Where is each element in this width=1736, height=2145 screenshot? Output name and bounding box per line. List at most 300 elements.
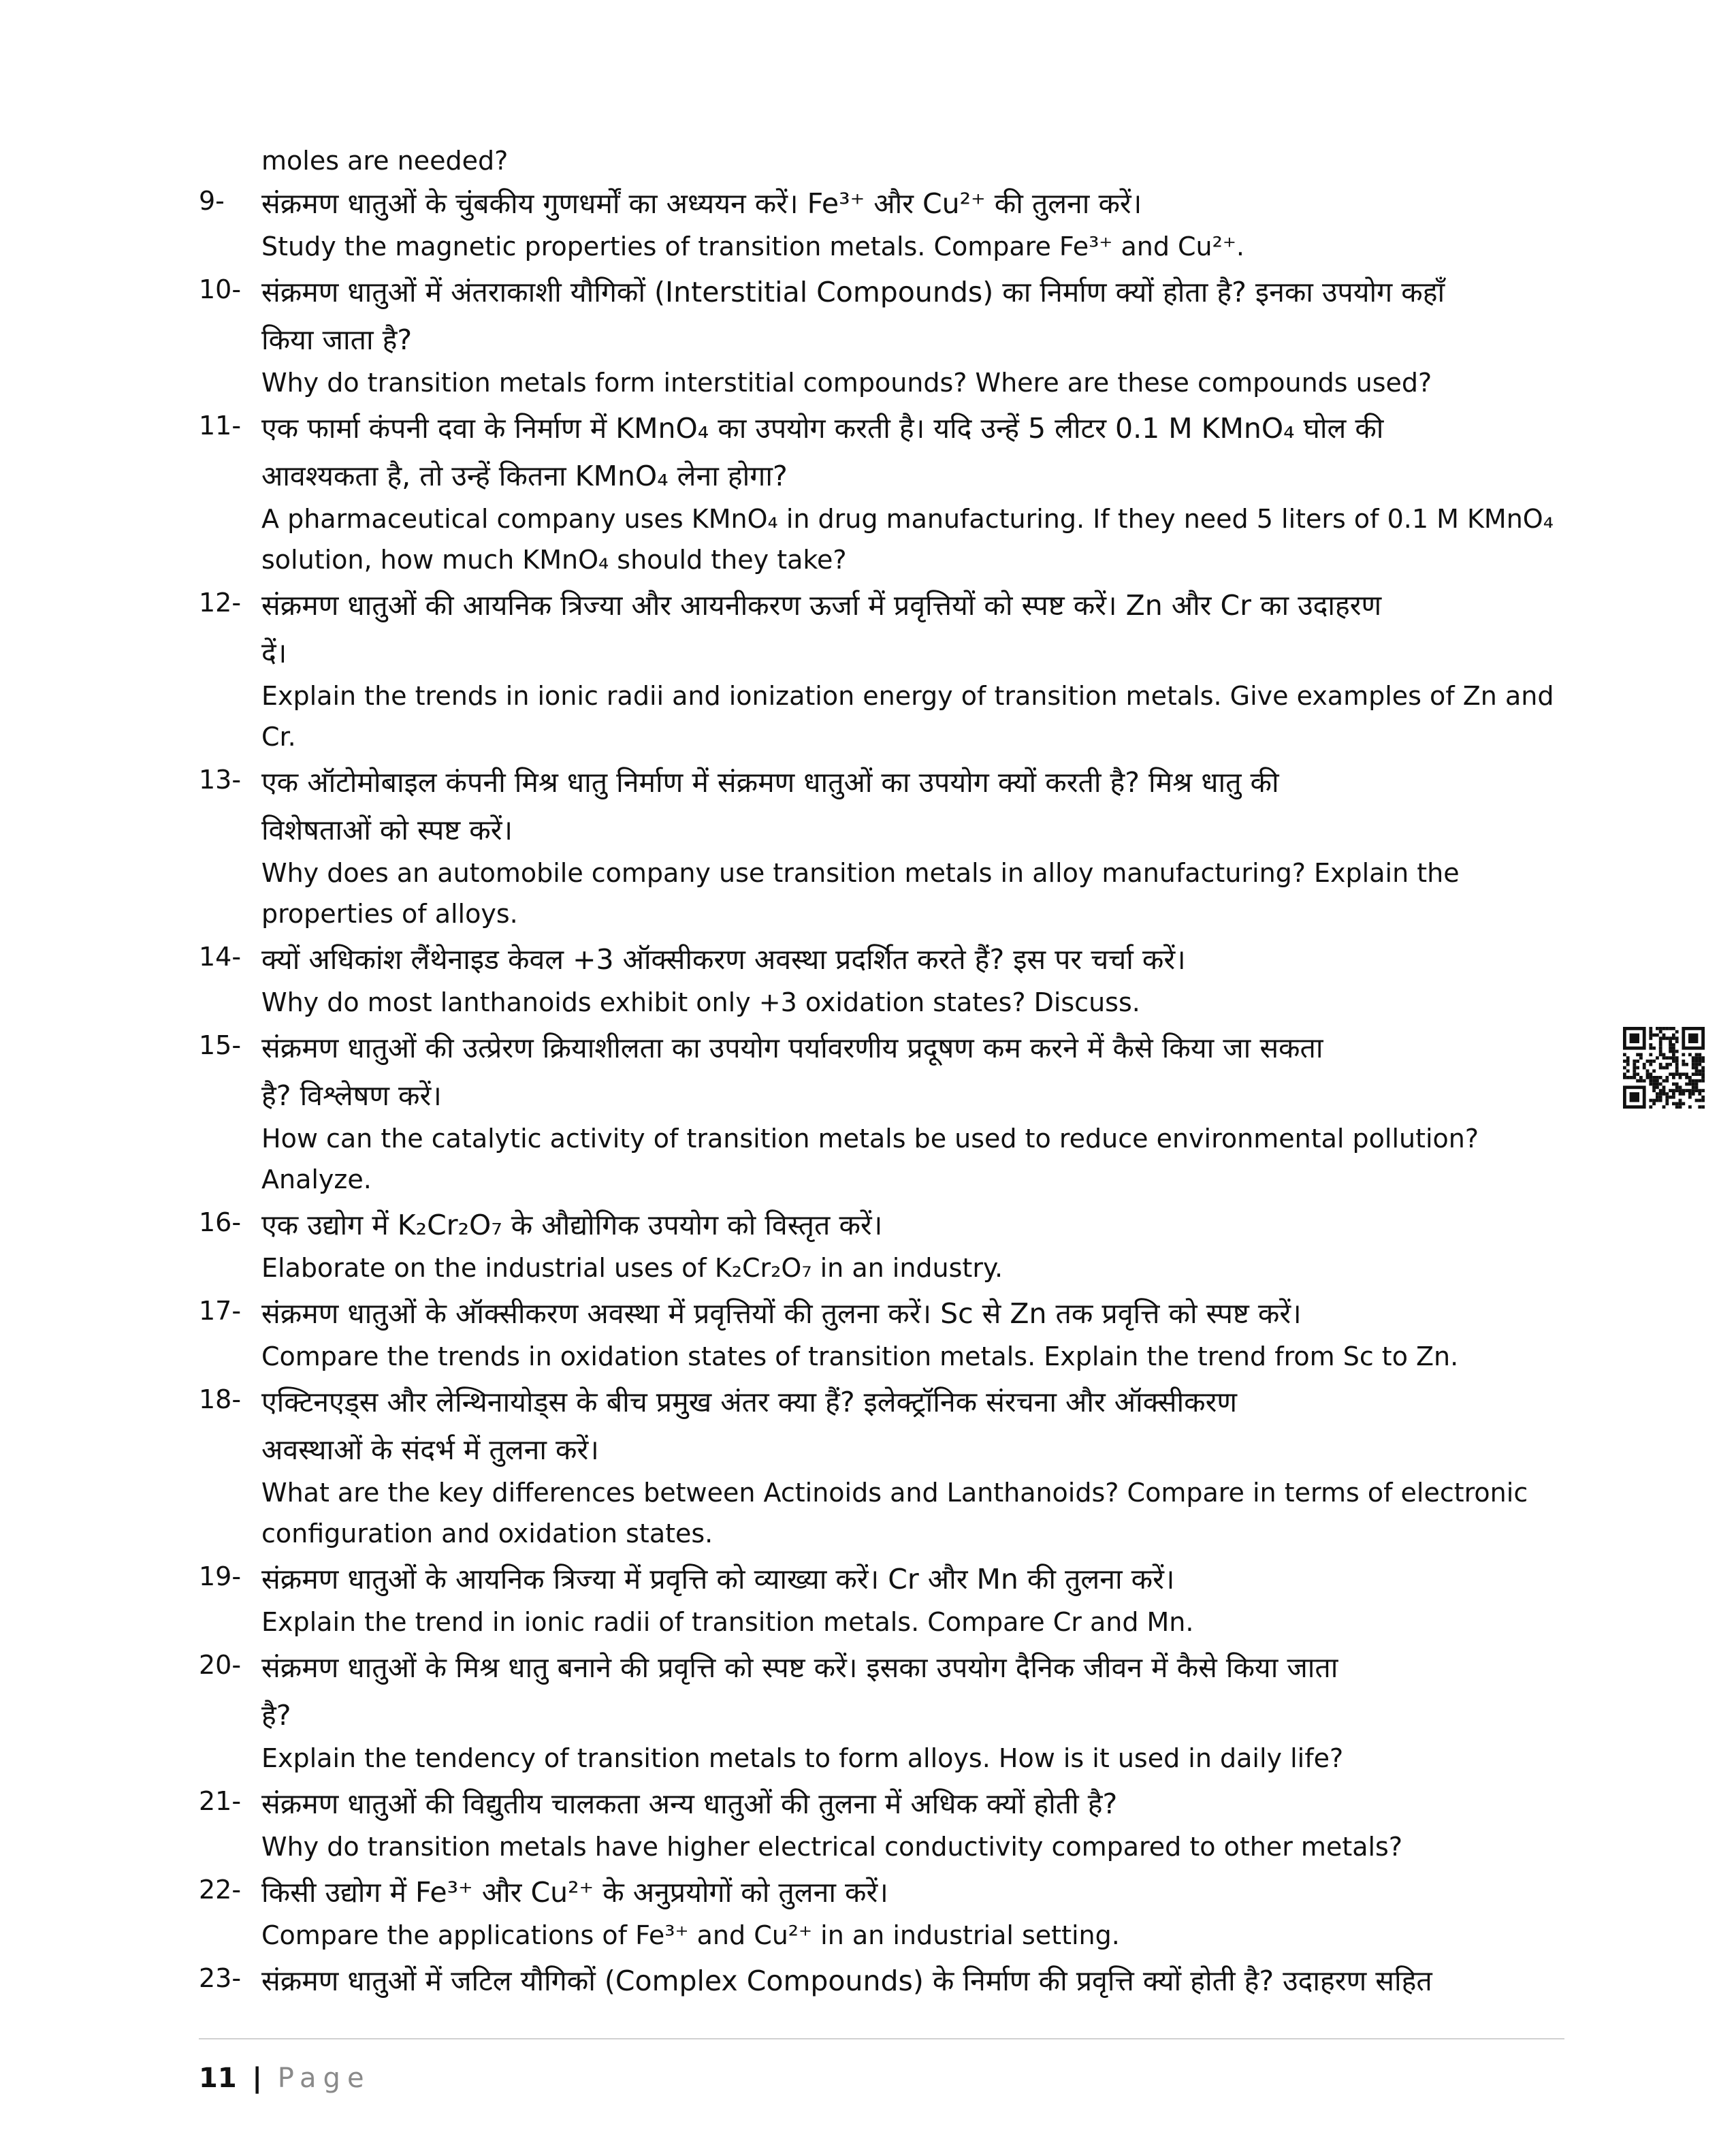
question-body [261,759,1560,936]
qr-module [1665,1063,1669,1066]
question-number: 10- [199,274,242,304]
qr-module [1688,1034,1698,1043]
qr-module [1669,1027,1672,1030]
question-english-line: What are the key differences between Actinoids and Lanthanoids? Compare in terms of electronic [261,1478,1528,1508]
question-hindi-line: है? विश्लेषण करें। [261,1079,442,1112]
qr-module [1698,1072,1701,1076]
qr-module [1659,1083,1662,1086]
qr-module [1701,1072,1705,1076]
qr-module [1633,1066,1636,1070]
question-item [199,1957,1560,2005]
qr-module [1665,1076,1669,1079]
question-english-line: Why does an automobile company use transition metals in alloy manufacturing? Explain the [261,858,1460,888]
question-hindi-line: है? [261,1699,291,1732]
qr-module [1665,1099,1669,1102]
qr-module [1623,1076,1626,1079]
qr-module [1662,1066,1666,1070]
question-body [261,1290,1560,1378]
question-body [261,1780,1560,1869]
qr-module [1633,1063,1636,1066]
qr-module [1701,1076,1705,1079]
question-number: 11- [199,411,242,441]
qr-module [1682,1089,1685,1092]
qr-module [1623,1060,1626,1063]
qr-module [1665,1092,1669,1096]
question-hindi-line: एक फार्मा कंपनी दवा के निर्माण में KMnO₄ का उपयोग करती है। यदि उन्हें 5 लीटर 0.1 M KMnO₄ घोल की [261,412,1384,445]
qr-module [1695,1069,1699,1072]
qr-module [1659,1096,1662,1099]
question-hindi-line: संक्रमण धातुओं के आयनिक त्रिज्या में प्रवृत्ति को व्याख्या करें। Cr और Mn की तुलना करें। [261,1563,1175,1595]
qr-module [1649,1083,1652,1086]
qr-module [1646,1060,1650,1063]
qr-module [1636,1072,1639,1076]
qr-module [1701,1099,1705,1102]
question-english-line: Why do transition metals have higher electrical conductivity compared to other metals? [261,1832,1403,1862]
qr-module [1665,1102,1669,1105]
question-number: 14- [199,942,242,972]
qr-module [1649,1027,1652,1030]
qr-module [1636,1060,1639,1063]
question-item [199,1201,1560,1290]
qr-module [1698,1069,1701,1072]
qr-module [1665,1096,1669,1099]
qr-module [1659,1047,1662,1050]
question-hindi-line: किसी उद्योग में Fe³⁺ और Cu²⁺ के अनुप्रयोगों को तुलना करें। [261,1876,888,1909]
qr-module [1633,1076,1636,1079]
qr-module [1649,1105,1652,1109]
qr-module [1643,1066,1646,1070]
qr-module [1626,1060,1630,1063]
qr-module [1682,1063,1685,1066]
question-hindi-line: दें। [261,637,287,669]
qr-module [1679,1092,1682,1096]
question-item [199,1869,1560,1957]
footer-separator: | [252,2063,262,2094]
question-english-line: Elaborate on the industrial uses of K₂Cr₂O₇ in an industry. [261,1253,1003,1283]
qr-module [1659,1089,1662,1092]
qr-module [1692,1092,1695,1096]
question-english-line: Explain the trend in ionic radii of transition metals. Compare Cr and Mn. [261,1607,1194,1637]
qr-module [1675,1105,1679,1109]
question-hindi-line: संक्रमण धातुओं में जटिल यौगिकों (Complex Compounds) के निर्माण की प्रवृत्ति क्यों होती है? उदाहरण सहित [261,1965,1432,1997]
question-hindi-line: क्यों अधिकांश लैंथेनाइड केवल +3 ऑक्सीकरण अवस्था प्रदर्शित करते हैं? इस पर चर्चा करें। [261,943,1186,976]
question-number: 23- [199,1963,242,1993]
qr-module [1656,1076,1659,1079]
question-number: 20- [199,1650,242,1680]
question-english-line: A pharmaceutical company uses KMnO₄ in drug manufacturing. If they need 5 liters of 0.1 M KMnO₄ [261,504,1554,534]
qr-module [1636,1079,1639,1083]
question-item [199,1555,1560,1644]
qr-module [1630,1076,1633,1079]
question-number: 22- [199,1875,242,1905]
question-hindi-line: संक्रमण धातुओं के ऑक्सीकरण अवस्था में प्रवृत्तियों की तुलना करें। Sc से Zn तक प्रवृत्ति को स्पष्ट करें। [261,1297,1302,1330]
qr-module [1652,1085,1656,1089]
qr-module [1662,1056,1666,1060]
question-number: 19- [199,1561,242,1591]
qr-module [1688,1096,1692,1099]
footer-divider [199,2038,1564,2039]
qr-module [1675,1040,1679,1043]
qr-module [1669,1056,1672,1060]
qr-module [1685,1076,1688,1079]
qr-module [1672,1060,1675,1063]
qr-module [1675,1060,1679,1063]
qr-module [1692,1066,1695,1070]
qr-module [1688,1089,1692,1092]
question-english-line: Explain the tendency of transition metals to form alloys. How is it used in daily life? [261,1743,1344,1773]
question-number: 16- [199,1207,242,1237]
qr-module [1675,1066,1679,1070]
qr-module [1682,1072,1685,1076]
qr-module [1695,1085,1699,1089]
qr-module [1695,1099,1699,1102]
qr-module [1682,1060,1685,1063]
qr-module [1701,1079,1705,1083]
qr-module [1688,1079,1692,1083]
qr-module [1669,1096,1672,1099]
qr-module [1643,1079,1646,1083]
qr-module [1672,1053,1675,1056]
qr-module [1701,1060,1705,1063]
question-english-line: configuration and oxidation states. [261,1519,713,1548]
qr-module [1665,1027,1669,1030]
qr-module [1692,1089,1695,1092]
qr-module [1649,1053,1652,1056]
qr-module [1688,1053,1692,1056]
qr-module [1649,1047,1652,1050]
qr-module [1695,1072,1699,1076]
qr-module [1682,1092,1685,1096]
qr-module [1679,1072,1682,1076]
question-body [261,180,1560,268]
qr-module [1679,1076,1682,1079]
qr-module [1672,1096,1675,1099]
question-number: 15- [199,1030,242,1060]
qr-module [1692,1079,1695,1083]
qr-module [1669,1047,1672,1050]
qr-module [1659,1027,1662,1030]
question-english-line: Why do transition metals form interstitial compounds? Where are these compounds used? [261,368,1432,398]
qr-module [1675,1102,1679,1105]
qr-module [1698,1053,1701,1056]
question-body [261,1378,1560,1555]
qr-module [1659,1040,1662,1043]
qr-module [1675,1063,1679,1066]
qr-module [1659,1030,1662,1034]
qr-module [1649,1072,1652,1076]
question-english-line: Why do most lanthanoids exhibit only +3 oxidation states? Discuss. [261,987,1140,1017]
qr-module [1623,1053,1626,1056]
qr-module [1665,1066,1669,1070]
qr-module [1698,1092,1701,1096]
qr-module [1662,1079,1666,1083]
qr-module [1649,1036,1652,1040]
qr-module [1695,1060,1699,1063]
qr-module [1626,1069,1630,1072]
qr-module [1698,1105,1701,1109]
qr-module [1672,1043,1675,1047]
qr-module [1665,1079,1669,1083]
qr-module [1649,1076,1652,1079]
question-number: 12- [199,588,242,618]
qr-module [1675,1030,1679,1034]
qr-module [1695,1079,1699,1083]
qr-module [1692,1072,1695,1076]
qr-module [1695,1083,1699,1086]
qr-module [1662,1085,1666,1089]
question-english-line: solution, how much KMnO₄ should they take? [261,545,847,575]
qr-module [1669,1043,1672,1047]
question-hindi-line: अवस्थाओं के संदर्भ में तुलना करें। [261,1433,599,1466]
qr-module [1672,1089,1675,1092]
qr-module [1672,1050,1675,1053]
question-item [199,1290,1560,1378]
question-body [261,1555,1560,1644]
qr-module [1662,1034,1666,1037]
qr-module [1672,1056,1675,1060]
qr-module [1649,1099,1652,1102]
qr-module [1662,1036,1666,1040]
qr-module [1649,1043,1652,1047]
qr-module [1672,1027,1675,1030]
qr-module [1675,1056,1679,1060]
question-item [199,936,1560,1024]
qr-module [1685,1083,1688,1086]
qr-module [1659,1036,1662,1040]
qr-module [1672,1036,1675,1040]
qr-module [1656,1099,1659,1102]
qr-module [1688,1105,1692,1109]
question-number: 13- [199,765,242,795]
question-english-line: Cr. [261,722,296,752]
qr-module [1665,1036,1669,1040]
qr-module [1695,1089,1699,1092]
qr-module [1633,1060,1636,1063]
qr-module [1669,1050,1672,1053]
question-body [261,404,1560,582]
page-footer [199,2058,371,2099]
qr-module [1688,1083,1692,1086]
question-hindi-line: एक ऑटोमोबाइल कंपनी मिश्र धातु निर्माण में संक्रमण धातुओं का उपयोग क्यों करती है? मिश्र धातु की [261,766,1279,799]
question-english-line: properties of alloys. [261,899,518,929]
question-body [261,1869,1560,1957]
qr-module [1659,1043,1662,1047]
qr-module [1659,1063,1662,1066]
qr-module [1659,1099,1662,1102]
qr-module [1679,1099,1682,1102]
qr-module [1630,1034,1639,1043]
qr-module [1669,1089,1672,1092]
question-english-line: Analyze. [261,1164,372,1194]
qr-module [1649,1030,1652,1034]
qr-module [1662,1089,1666,1092]
qr-module [1626,1056,1630,1060]
question-english-line: Explain the trends in ionic radii and ionization energy of transition metals. Give examples of Zn and [261,681,1554,711]
qr-module [1652,1076,1656,1079]
question-item [199,404,1560,582]
qr-module [1630,1092,1639,1102]
qr-module [1652,1089,1656,1092]
qr-module [1701,1096,1705,1099]
qr-module [1698,1079,1701,1083]
qr-module [1652,1034,1656,1037]
question-hindi-line: संक्रमण धातुओं के मिश्र धातु बनाने की प्रवृत्ति को स्पष्ट करें। इसका उपयोग दैनिक जीवन में कैसे किया जाता [261,1651,1338,1684]
qr-module [1652,1060,1656,1063]
qr-module [1652,1099,1656,1102]
qr-module [1659,1053,1662,1056]
question-hindi-line: आवश्यकता है, तो उन्हें कितना KMnO₄ लेना होगा? [261,460,788,492]
qr-module [1669,1072,1672,1076]
qr-module [1675,1085,1679,1089]
question-item [199,582,1560,759]
qr-module [1656,1083,1659,1086]
qr-module [1662,1053,1666,1056]
qr-module [1675,1083,1679,1086]
qr-module [1659,1066,1662,1070]
qr-module [1682,1053,1685,1056]
question-number: 17- [199,1296,242,1326]
qr-module [1692,1085,1695,1089]
qr-module [1698,1060,1701,1063]
qr-module [1652,1069,1656,1072]
qr-module [1649,1060,1652,1063]
qr-module [1623,1066,1626,1070]
qr-module [1636,1066,1639,1070]
question-body [261,582,1560,759]
qr-module [1695,1056,1699,1060]
question-hindi-line: संक्रमण धातुओं में अंतराकाशी यौगिकों (Interstitial Compounds) का निर्माण क्यों होता है? इनका उपयोग कहाँ [261,276,1445,308]
question-english-line: Study the magnetic properties of transition metals. Compare Fe³⁺ and Cu²⁺. [261,232,1244,261]
qr-module [1649,1079,1652,1083]
qr-module [1692,1056,1695,1060]
qr-module [1698,1099,1701,1102]
qr-module [1695,1066,1699,1070]
question-hindi-line: संक्रमण धातुओं के चुंबकीय गुणधर्मों का अध्ययन करें। Fe³⁺ और Cu²⁺ की तुलना करें। [261,187,1142,220]
qr-module [1646,1076,1650,1079]
question-number: 9- [199,186,225,216]
qr-module [1688,1076,1692,1079]
question-body [261,1024,1560,1201]
qr-module [1665,1056,1669,1060]
qr-module [1672,1047,1675,1050]
qr-module [1656,1085,1659,1089]
qr-module [1692,1060,1695,1063]
qr-module [1656,1056,1659,1060]
page-number: 11 [199,2063,237,2094]
qr-module [1669,1040,1672,1043]
qr-module [1679,1085,1682,1089]
qr-module [1639,1076,1643,1079]
qr-module [1639,1079,1643,1083]
qr-module [1695,1053,1699,1056]
qr-module [1659,1092,1662,1096]
qr-module [1639,1056,1643,1060]
qr-module [1652,1083,1656,1086]
qr-module [1626,1063,1630,1066]
question-item [199,1024,1560,1201]
qr-module [1649,1034,1652,1037]
qr-module [1662,1092,1666,1096]
question-item [199,759,1560,936]
qr-module [1679,1105,1682,1109]
qr-module [1623,1072,1626,1076]
qr-module [1679,1089,1682,1092]
question-hindi-line: संक्रमण धातुओं की विद्युतीय चालकता अन्य धातुओं की तुलना में अधिक क्यों होती है? [261,1788,1118,1820]
qr-module [1698,1063,1701,1066]
qr-module [1669,1063,1672,1066]
qr-module [1659,1050,1662,1053]
qr-code-icon [1623,1027,1705,1109]
qr-module [1685,1072,1688,1076]
qr-module [1682,1102,1685,1105]
qr-module [1656,1092,1659,1096]
qr-module [1688,1092,1692,1096]
qr-module [1662,1105,1666,1109]
question-body [261,936,1560,1024]
page-label: Page [277,2063,371,2094]
question-number: 18- [199,1384,242,1414]
qr-module [1701,1089,1705,1092]
qr-module [1652,1047,1656,1050]
question-english-line: Compare the trends in oxidation states of transition metals. Explain the trend from Sc to Zn. [261,1341,1459,1371]
qr-module [1675,1069,1679,1072]
qr-module [1639,1053,1643,1056]
qr-module [1692,1063,1695,1066]
question-hindi-line: संक्रमण धातुओं की आयनिक त्रिज्या और आयनीकरण ऊर्जा में प्रवृत्तियों को स्पष्ट करें। Zn और Cr का उदाहरण [261,589,1382,622]
qr-module [1646,1069,1650,1072]
question-hindi-line: संक्रमण धातुओं की उत्प्रेरण क्रियाशीलता का उपयोग पर्यावरणीय प्रदूषण कम करने में कैसे किया जा सकता [261,1032,1323,1064]
qr-module [1652,1102,1656,1105]
qr-module [1659,1076,1662,1079]
qr-module [1675,1036,1679,1040]
question-english-line: Compare the applications of Fe³⁺ and Cu²⁺ in an industrial setting. [261,1920,1120,1950]
qr-module [1633,1069,1636,1072]
qr-module [1669,1036,1672,1040]
qr-module [1695,1063,1699,1066]
qr-module [1701,1056,1705,1060]
qr-module [1672,1083,1675,1086]
qr-module [1626,1076,1630,1079]
qr-module [1656,1079,1659,1083]
question-item [199,1378,1560,1555]
qr-module [1652,1079,1656,1083]
qr-module [1679,1102,1682,1105]
question-item [199,180,1560,268]
qr-module [1643,1063,1646,1066]
qr-module [1662,1027,1666,1030]
question-hindi-line: एक उद्योग में K₂Cr₂O₇ के औद्योगिक उपयोग को विस्तृत करें। [261,1209,883,1241]
question-hindi-line: किया जाता है? [261,323,413,356]
qr-module [1646,1072,1650,1076]
question-item [199,268,1560,404]
question-item [199,1780,1560,1869]
qr-module [1701,1066,1705,1070]
qr-module [1701,1069,1705,1072]
question-body [261,1201,1560,1290]
question-english-line: How can the catalytic activity of transition metals be used to reduce environmental pollution? [261,1124,1479,1154]
question-hindi-line: विशेषताओं को स्पष्ट करें। [261,814,513,846]
continuation-text: moles are needed? [261,146,509,176]
qr-module [1649,1063,1652,1066]
qr-module [1675,1050,1679,1053]
qr-module [1675,1089,1679,1092]
qr-module [1692,1083,1695,1086]
qr-module [1675,1072,1679,1076]
question-body [261,268,1560,404]
qr-module [1698,1089,1701,1092]
question-list [199,180,1560,2005]
qr-module [1636,1053,1639,1056]
